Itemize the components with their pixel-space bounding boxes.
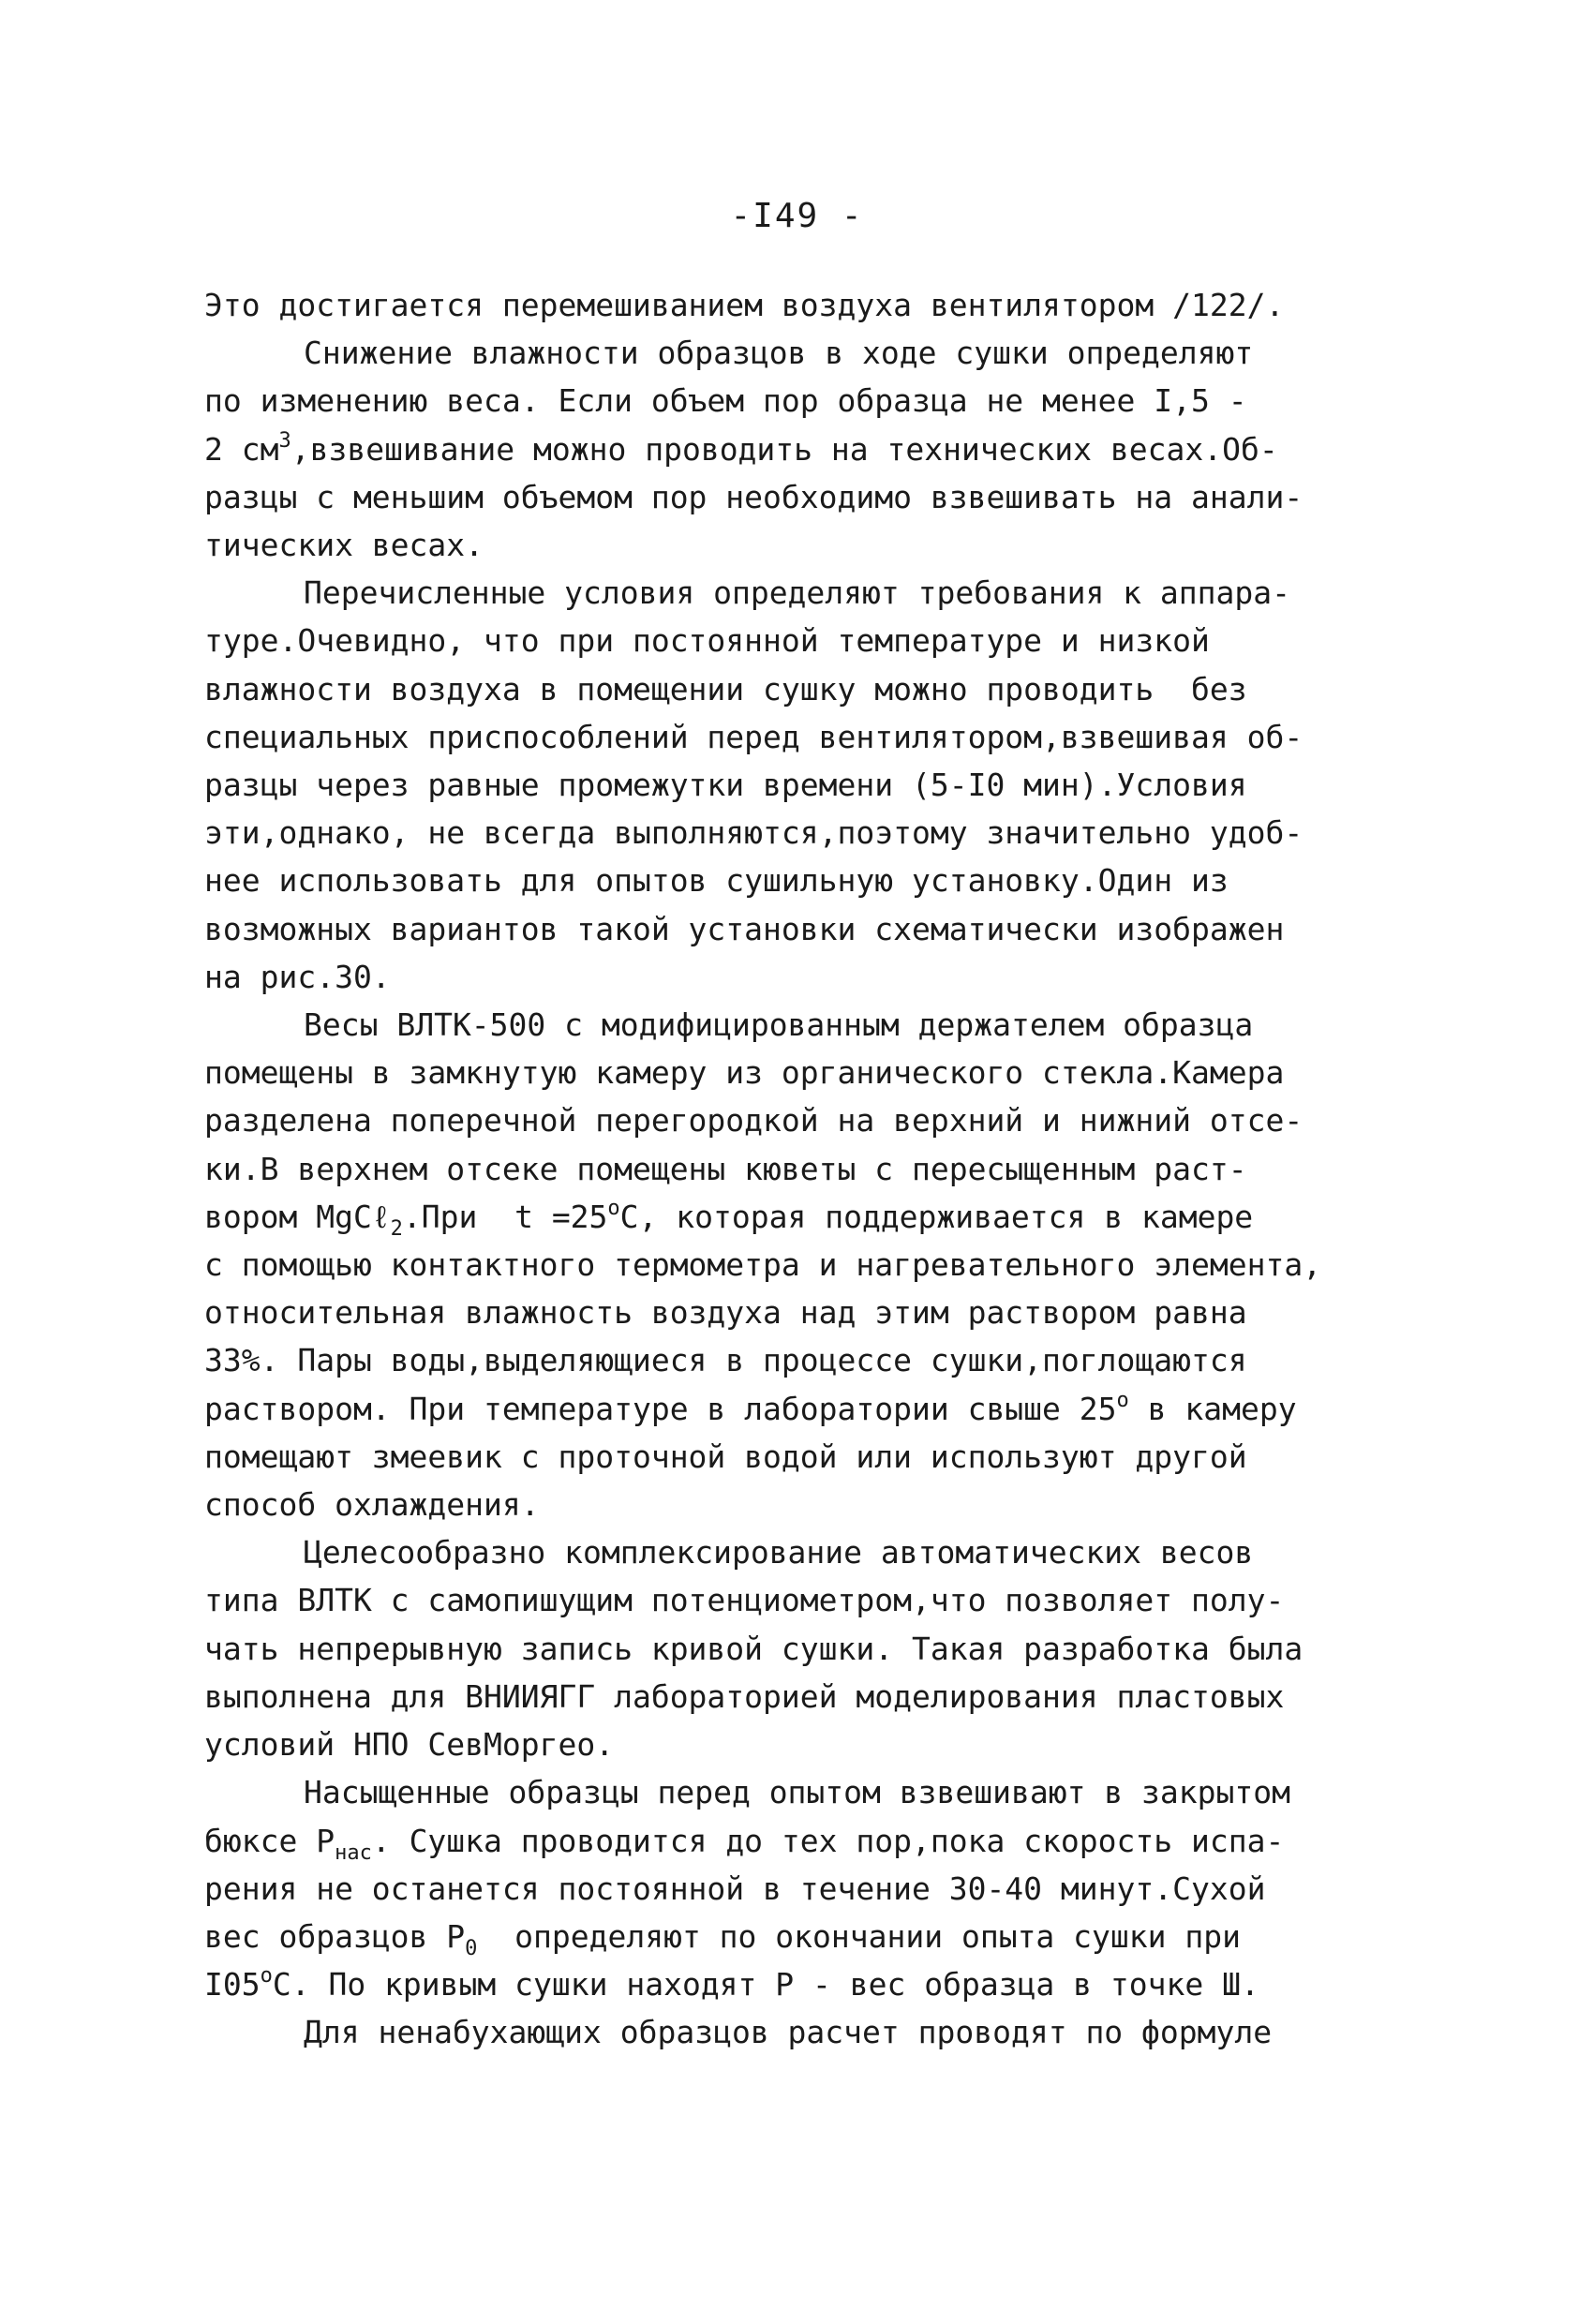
text-line: ки.В верхнем отсеке помещены кюветы с пересыщенным раст-: [204, 1150, 1247, 1187]
text-line: помещены в замкнутую камеру из органического стекла.Камера: [204, 1054, 1285, 1092]
text-line: разделена поперечной перегородкой на верхний и нижний отсе-: [204, 1102, 1304, 1140]
text-line: специальных приспособлений перед вентилятором,взвешивая об-: [204, 718, 1304, 755]
text-line: вес образцов $P_0$ определяют по окончании опыта сушки при: [204, 1917, 1241, 1960]
superscript: о: [607, 1196, 620, 1220]
text-line: нее использовать для опытов сушильную установку.Один из: [204, 862, 1229, 900]
text-line: с помощью контактного термометра и нагревательного элемента,: [204, 1246, 1322, 1284]
text-line: Снижение влажности образцов в ходе сушки определяют: [304, 335, 1254, 372]
text-line: условий НПО СевМоргео.: [204, 1726, 615, 1764]
text-line: вором MgCℓ$_2$.При $t =25^оС$, которая поддерживается в камере: [204, 1196, 1254, 1241]
text-line: 33%. Пары воды,выделяющиеся в процессе сушки,поглощаются: [204, 1342, 1247, 1379]
subscript: 0: [465, 1936, 478, 1960]
text-line: способ охлаждения.: [204, 1486, 540, 1524]
text-line: туре.Очевидно, что при постоянной температуре и низкой: [204, 622, 1210, 660]
text-line: Целесообразно комплексирование автоматических весов: [304, 1534, 1254, 1572]
text-line: Для ненабухающих образцов расчет проводят по формуле: [304, 2014, 1273, 2051]
text-line: раствором. При температуре в лаборатории свыше $25^о$ в камеру: [204, 1388, 1297, 1427]
superscript: 3: [278, 428, 291, 453]
page-number: -I49 -: [730, 197, 864, 235]
subscript: 2: [390, 1216, 403, 1241]
text-line: разцы с меньшим объемом пор необходимо взвешивать на анали-: [204, 478, 1304, 515]
text-line: $I05^оС$. По кривым сушки находят P - вес образца в точке Ш.: [204, 1964, 1259, 2004]
text-line: по изменению веса. Если объем пор образца не менее I,5 -: [204, 382, 1247, 420]
body-text: [204, 281, 1413, 2057]
subscript: нас: [335, 1840, 372, 1865]
text-line: Насыщенные образцы перед опытом взвешивают в закрытом: [304, 1774, 1290, 1811]
text-line: чать непрерывную запись кривой сушки. Такая разработка была: [204, 1630, 1304, 1667]
text-line: возможных вариантов такой установки схематически изображен: [204, 910, 1285, 947]
text-line: 2 $см^3,взвешивание$ можно проводить на технических весах.Об-: [204, 428, 1278, 468]
text-line: влажности воздуха в помещении сушку можно проводить без: [204, 670, 1247, 708]
text-line: на рис.30.: [204, 958, 391, 995]
text-line: Это достигается перемешиванием воздуха вентилятором /122/.: [204, 287, 1285, 323]
superscript: о: [260, 1964, 273, 1989]
text-line: разцы через равные промежутки времени (5-I0 мин).Условия: [204, 767, 1247, 804]
text-line: бюксе $P_{нас}$. Сушка проводится до тех пор,пока скорость испа-: [204, 1822, 1285, 1865]
text-line: типа ВЛТК с самопишущим потенциометром,что позволяет полу-: [204, 1582, 1285, 1619]
text-line: рения не останется постоянной в течение 30-40 минут.Сухой: [204, 1870, 1266, 1907]
text-line: выполнена для ВНИИЯГГ лабораторией моделирования пластовых: [204, 1677, 1285, 1715]
text-line: тических весах.: [204, 527, 484, 564]
text-line: помещают змеевик с проточной водой или используют другой: [204, 1438, 1247, 1475]
text-line: эти,однако, не всегда выполняются,поэтому значительно удоб-: [204, 814, 1304, 852]
superscript: о: [1116, 1388, 1129, 1412]
text-line: Весы ВЛТК-500 с модифицированным держателем образца: [304, 1006, 1254, 1044]
text-line: Перечисленные условия определяют требования к аппара-: [304, 574, 1290, 612]
text-line: относительная влажность воздуха над этим раствором равна: [204, 1294, 1247, 1332]
